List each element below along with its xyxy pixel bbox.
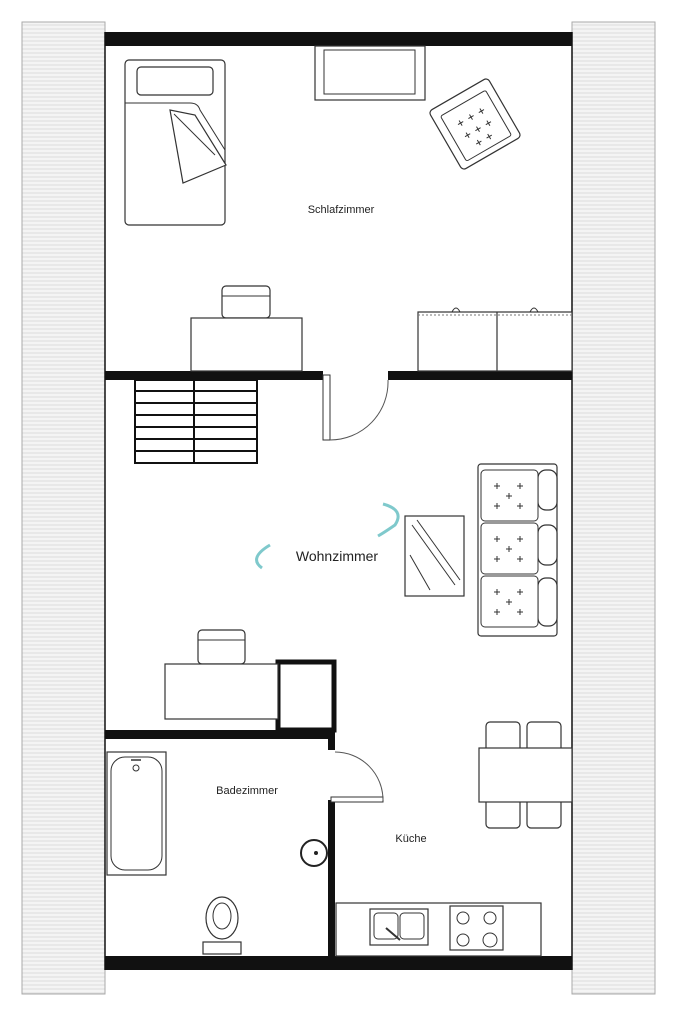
shaft-block [278, 662, 334, 730]
bedroom-wall-left [105, 371, 323, 380]
room-label-kueche: Küche [395, 833, 427, 845]
sofa [478, 464, 557, 636]
staircase [135, 380, 257, 463]
toilet [203, 897, 241, 954]
top-wall [105, 32, 572, 46]
bottom-wall [105, 956, 572, 970]
coffee-table [405, 516, 464, 596]
right-roof-slope [572, 22, 655, 994]
desk-living [165, 630, 278, 719]
room-label-wohnzimmer: Wohnzimmer [295, 548, 379, 564]
kitchen-sink [370, 909, 428, 945]
bedroom-wall-right [388, 371, 572, 380]
bathroom-right-wall-lower [328, 800, 335, 960]
desk-bedroom [191, 286, 302, 371]
bedroom-door[interactable] [323, 375, 388, 440]
dresser [315, 46, 425, 100]
bed [125, 60, 226, 225]
kitchen-stove [450, 906, 503, 950]
armchair-bedroom [429, 78, 522, 171]
bathroom-door[interactable] [331, 752, 383, 802]
room-label-schlafzimmer: Schlafzimmer [307, 204, 375, 216]
room-label-badezimmer: Badezimmer [216, 785, 278, 797]
bathtub [107, 752, 166, 875]
kitchen-counter [336, 903, 541, 956]
left-roof-slope [22, 22, 105, 994]
washbasin [301, 840, 327, 866]
dining-table [479, 722, 572, 828]
bathroom-right-wall-upper [328, 730, 335, 750]
wardrobe [418, 308, 572, 371]
